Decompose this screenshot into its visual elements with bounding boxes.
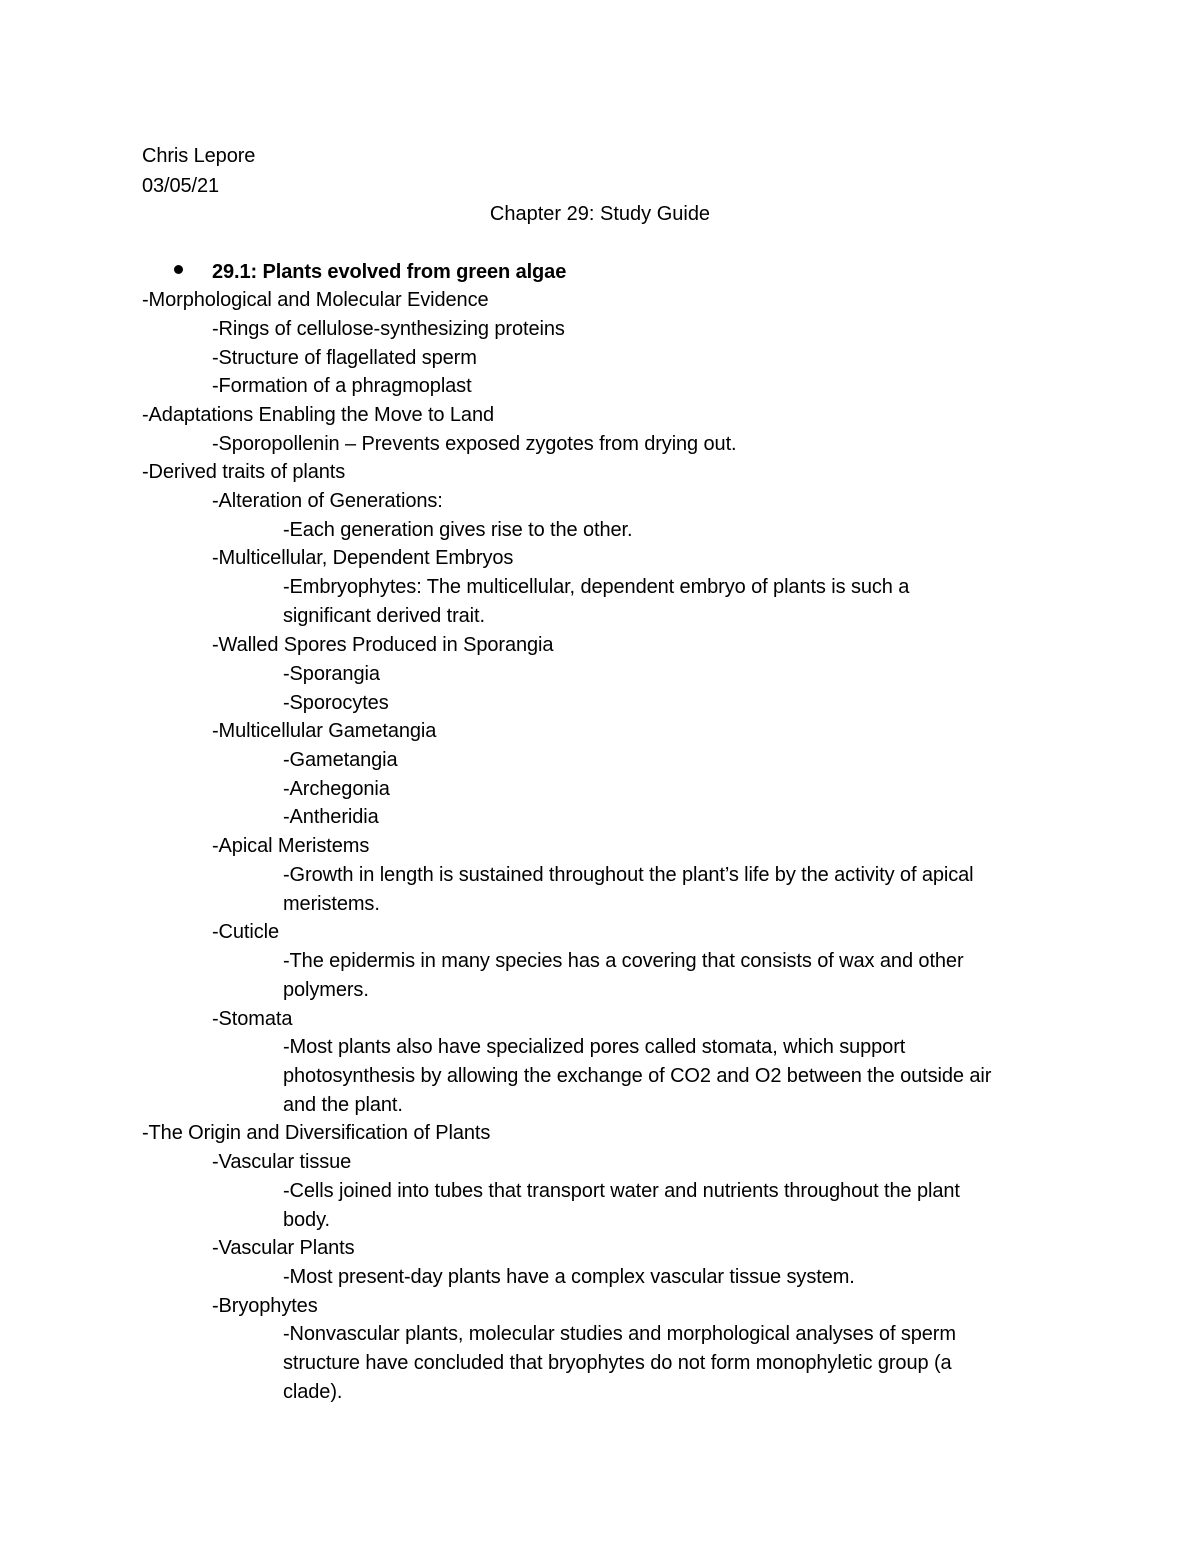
outline-line: -Most plants also have specialized pores called stomata, which support (283, 1036, 906, 1058)
outline-line: -Multicellular, Dependent Embryos (212, 547, 514, 569)
outline-line: structure have concluded that bryophytes do not form monophyletic group (a (283, 1352, 952, 1374)
outline-line: -Each generation gives rise to the other. (283, 519, 633, 541)
outline-line: photosynthesis by allowing the exchange of CO2 and O2 between the outside air (283, 1065, 992, 1087)
outline-line: -Structure of flagellated sperm (212, 347, 477, 369)
outline-line: clade). (283, 1381, 343, 1403)
outline-line: polymers. (283, 979, 369, 1001)
outline-line: -Vascular tissue (212, 1151, 352, 1173)
outline-line: -Adaptations Enabling the Move to Land (142, 404, 495, 426)
outline-line: body. (283, 1209, 330, 1231)
outline-line: -Walled Spores Produced in Sporangia (212, 634, 554, 656)
outline-line: -Growth in length is sustained throughout the plant’s life by the activity of apical (283, 864, 974, 886)
outline-line: -Sporangia (283, 663, 380, 685)
outline-line: -Formation of a phragmoplast (212, 375, 472, 397)
outline-line: -Morphological and Molecular Evidence (142, 289, 489, 311)
outline-line: meristems. (283, 893, 380, 915)
outline-line: -Rings of cellulose-synthesizing proteins (212, 318, 565, 340)
outline-line: and the plant. (283, 1094, 403, 1116)
section-heading: 29.1: Plants evolved from green algae (212, 261, 567, 283)
outline-line: -Nonvascular plants, molecular studies and morphological analyses of sperm (283, 1323, 956, 1345)
outline-line: -Multicellular Gametangia (212, 720, 437, 742)
bullet-icon (174, 265, 183, 274)
outline-line: -Antheridia (283, 806, 379, 828)
outline-line: -The epidermis in many species has a covering that consists of wax and other (283, 950, 964, 972)
outline-line: -Embryophytes: The multicellular, dependent embryo of plants is such a (283, 576, 910, 598)
outline-line: -Stomata (212, 1008, 293, 1030)
outline-line: -Cuticle (212, 921, 279, 943)
author-name: Chris Lepore (142, 145, 256, 167)
outline-line: -Alteration of Generations: (212, 490, 443, 512)
outline-line: -Archegonia (283, 778, 390, 800)
outline-line: -Derived traits of plants (142, 461, 346, 483)
outline-line: -Sporocytes (283, 692, 389, 714)
document-date: 03/05/21 (142, 175, 220, 197)
outline-line: -Sporopollenin – Prevents exposed zygotes from drying out. (212, 433, 737, 455)
outline-line: significant derived trait. (283, 605, 485, 627)
outline-line: -Vascular Plants (212, 1237, 355, 1259)
document-title: Chapter 29: Study Guide (489, 203, 711, 225)
outline-line: -Apical Meristems (212, 835, 370, 857)
outline-line: -Cells joined into tubes that transport water and nutrients throughout the plant (283, 1180, 960, 1202)
outline-line: -Bryophytes (212, 1295, 318, 1317)
outline-line: -Gametangia (283, 749, 398, 771)
outline-line: -Most present-day plants have a complex vascular tissue system. (283, 1266, 855, 1288)
outline-line: -The Origin and Diversification of Plants (142, 1122, 491, 1144)
